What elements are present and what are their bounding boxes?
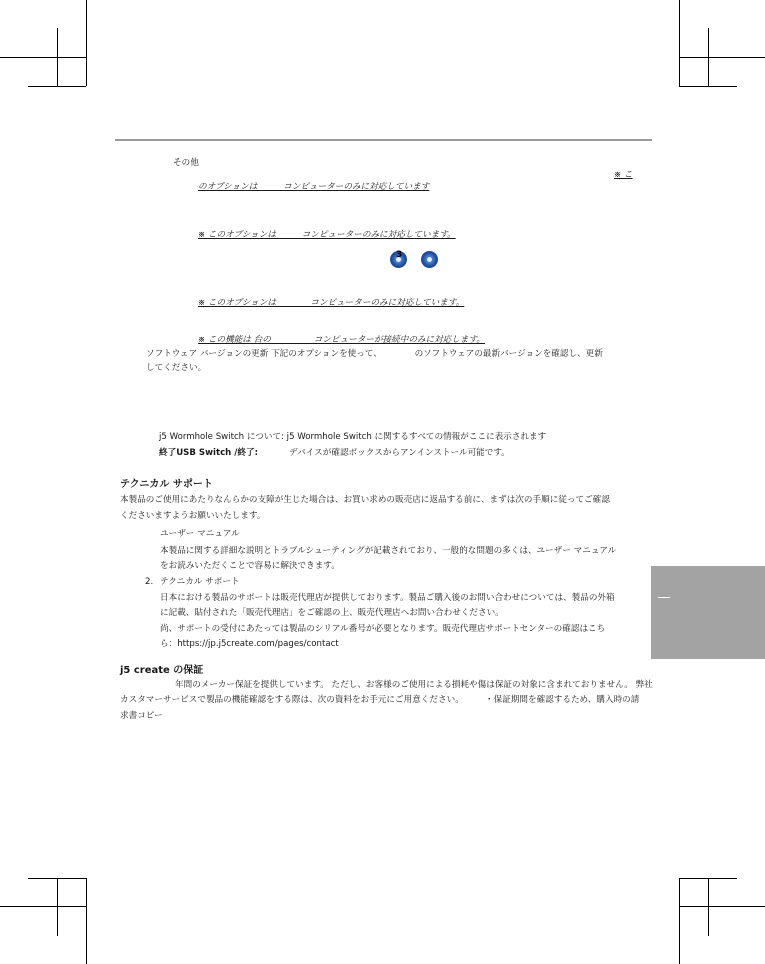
- support-text: 尚、サポートの受付にあたっては製品のシリアル番号が必要となります。販売代理店サポートセンターの確認はこち: [160, 624, 606, 634]
- crop-mark: [679, 878, 680, 964]
- swirl-icon: [421, 251, 438, 268]
- manual-text: をお読みいただくことで容易に解決できます。: [160, 561, 340, 571]
- update-text: ソフトウェア バージョンの更新 下記のオプションを使って、 のソフトウェアの最新バージョンを確認し、更新: [146, 349, 603, 359]
- crop-mark: [28, 86, 86, 87]
- support-heading: テクニカル サポート: [120, 479, 213, 490]
- option-note: のオプションは コンピューターのみに対応しています: [198, 182, 430, 192]
- option-note: ※ この機能は 台の コンピューターが接続中のみに対応します。: [198, 335, 485, 345]
- crop-mark: [0, 906, 86, 907]
- manual-title: ユーザー マニュアル: [160, 529, 240, 539]
- crop-mark: [679, 878, 737, 879]
- exit-label: 終了USB Switch /終了:: [159, 448, 259, 458]
- support-item-number: 2.: [145, 577, 154, 587]
- crop-mark: [86, 878, 87, 964]
- support-intro: 本製品のご使用にあたりなんらかの支障が生じた場合は、お買い求めの販売店に返品する前に、まずは次の手順に従ってご確認: [120, 495, 610, 505]
- side-tab: [651, 566, 765, 659]
- warranty-heading: j5 create の保証: [120, 665, 204, 676]
- warranty-text: ・保証期間を確認するため、購入時の請: [485, 695, 640, 705]
- warranty-text: 求書コピー: [120, 711, 163, 721]
- top-rule: [115, 139, 652, 141]
- crop-mark: [679, 0, 680, 86]
- support-text: 日本における製品のサポートは販売代理店が提供しております。製品ご購入後のお問い合わせについては、製品の外箱: [160, 593, 615, 603]
- section-other-heading: その他: [173, 158, 199, 168]
- crop-mark: [57, 878, 58, 936]
- manual-text: 本製品に関する詳細な説明とトラブルシューティングが記載されており、一般的な問題の多くは、ユーザー マニュアル: [160, 546, 617, 556]
- option-note-right: ※ こ: [614, 170, 633, 180]
- warranty-text: 年間のメーカー保証を提供しています。 ただし、お客様のご使用による損耗や傷は保証の対象に含まれておりません。 弊社: [175, 680, 653, 690]
- support-text: に記載、貼付された「販売代理店」をご確認の上、販売代理店へお問い合わせください。: [160, 608, 504, 618]
- crop-mark: [679, 906, 765, 907]
- crop-mark: [708, 878, 709, 936]
- option-note: ※ このオプションは コンピューターのみに対応しています。: [198, 230, 456, 240]
- exit-text: デバイスが確認ボックスからアンインストール可能です。: [289, 448, 510, 458]
- about-line: j5 Wormhole Switch について: j5 Wormhole Switch に関するすべての情報がここに表示されます: [159, 432, 547, 442]
- crop-mark: [86, 0, 87, 86]
- disc-badge: 3: [396, 250, 403, 260]
- crop-mark: [0, 57, 86, 58]
- side-tab-mark: [658, 597, 670, 598]
- crop-mark: [28, 878, 86, 879]
- support-contact-link[interactable]: ら：https://jp.j5create.com/pages/contact: [160, 639, 339, 649]
- update-text: してください。: [146, 363, 207, 373]
- warranty-text: カスタマーサービスで製品の機能確認をする際は、次の資料をお手元にご用意ください。: [120, 695, 464, 705]
- crop-mark: [679, 86, 737, 87]
- option-note: ※ このオプションは コンピューターのみに対応しています。: [198, 298, 465, 308]
- support-intro: くださいますようお願いいたします。: [120, 511, 266, 521]
- support-title: テクニカル サポート: [160, 577, 240, 587]
- crop-mark: [679, 57, 765, 58]
